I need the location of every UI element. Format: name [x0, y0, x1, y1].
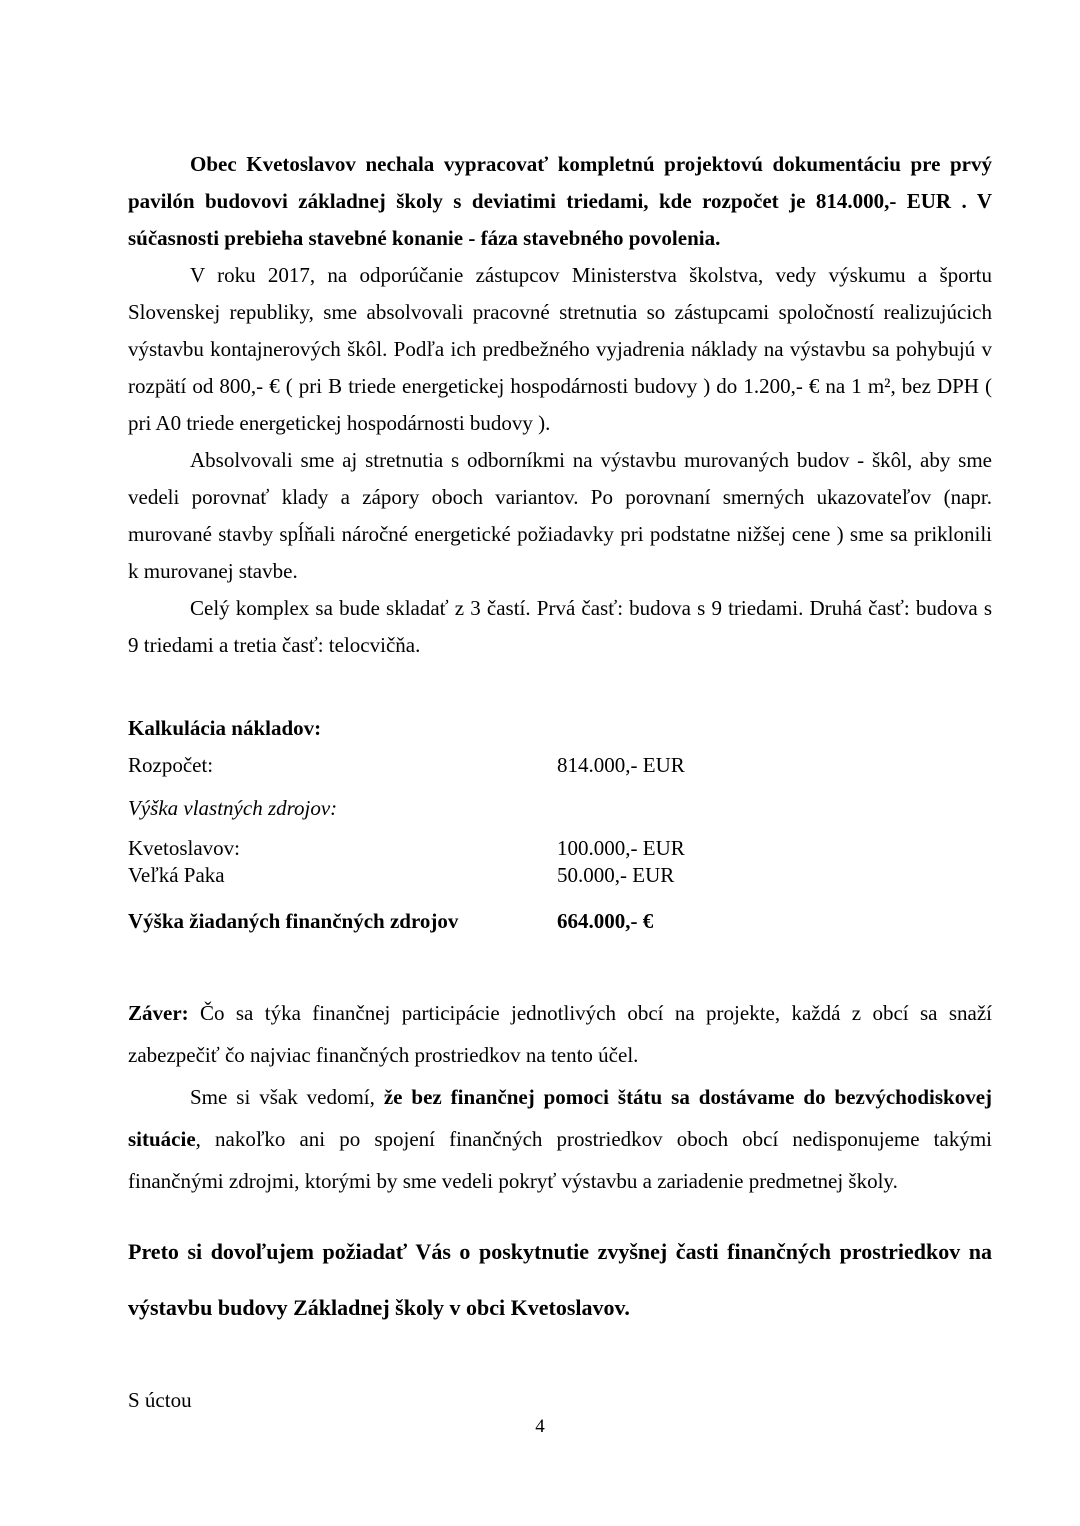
paragraph-masonry-meetings: Absolvovali sme aj stretnutia s odborníkmi na výstavbu murovaných budov - škôl, aby sme vedeli porovnať klady a zápory oboch variantov. Po porovnaní smerných ukazovateľov (napr. murované stavby spĺňali náročné energetické požiadavky pri podstatne nižšej cene ) sme sa priklonili k murovanej stavbe.: [128, 448, 992, 583]
funding-request-paragraph: Preto si dovoľujem požiadať Vás o poskytnutie zvyšnej časti finančných prostriedkov na výstavbu budovy Základnej školy v obci Kvetoslavov.: [128, 1239, 992, 1320]
state-help-paragraph: [128, 1076, 992, 1202]
calc-row-velka-paka: [128, 862, 992, 889]
state-help-rest: , nakoľko ani po spojení finančných prostriedkov oboch obcí nedisponujeme takými finančnými zdrojmi, ktorými by sme vedeli pokryť výstavbu a zariadenie predmetnej školy.: [128, 1127, 992, 1193]
kvetoslavov-value: 100.000,- EUR: [557, 836, 685, 860]
calc-row-kvetoslavov: [128, 835, 992, 862]
requested-funds-value: 664.000,- €: [557, 909, 654, 933]
cost-calculation-heading: Kalkulácia nákladov:: [128, 716, 322, 740]
own-sources-heading: Výška vlastných zdrojov:: [128, 796, 338, 820]
paragraph-complex-parts: Celý komplex sa bude skladať z 3 častí. Prvá časť: budova s 9 triedami. Druhá časť: budova s 9 triedami a tretia časť: telocvičňa.: [128, 596, 992, 657]
velka-paka-value: 50.000,- EUR: [557, 863, 675, 887]
state-help-bold: že bez finančnej pomoci štátu sa dostávame do bezvýchodiskovej situácie: [128, 1085, 993, 1151]
paragraph-2017-meetings: V roku 2017, na odporúčanie zástupcov Ministerstva školstva, vedy výskumu a športu Slovenskej republiky, sme absolvovali pracovné stretnutia so zástupcami spoločností realizujúcich výstavbu kontajnerových škôl. Podľa ich predbežného vyjadrenia náklady na výstavbu sa pohybujú v rozpätí od 800,- € ( pri B triede energetickej hospodárnosti budovy ) do 1.200,- € na 1 m², bez DPH ( pri A0 triede energetickej hospodárnosti budovy ).: [128, 263, 992, 435]
closing-salutation: S úctou: [128, 1388, 192, 1412]
state-help-start: Sme si však vedomí,: [190, 1085, 384, 1109]
budget-label: Rozpočet:: [128, 753, 214, 777]
page-number: 4: [535, 1416, 545, 1437]
budget-value: 814.000,- EUR: [557, 753, 685, 777]
conclusion-block: [128, 992, 992, 1202]
calc-row-budget: [128, 752, 992, 779]
body-text-block: [128, 146, 992, 664]
conclusion-text: Čo sa týka finančnej participácie jednotlivých obcí na projekte, každá z obcí sa snaží zabezpečiť čo najviac finančných prostriedkov na tento účel.: [128, 1001, 992, 1067]
velka-paka-label: Veľká Paka: [128, 863, 225, 887]
conclusion-paragraph: [128, 992, 992, 1076]
requested-funds-label: Výška žiadaných finančných zdrojov: [128, 909, 459, 933]
kvetoslavov-label: Kvetoslavov:: [128, 836, 240, 860]
calc-row-requested-funds: [128, 908, 992, 935]
paragraph-intro: Obec Kvetoslavov nechala vypracovať kompletnú projektovú dokumentáciu pre prvý pavilón budovovi základnej školy s deviatimi triedami, kde rozpočet je 814.000,- EUR . V súčasnosti prebieha stavebné konanie - fáza stavebného povolenia.: [128, 152, 992, 250]
conclusion-label: Záver:: [128, 1001, 189, 1025]
